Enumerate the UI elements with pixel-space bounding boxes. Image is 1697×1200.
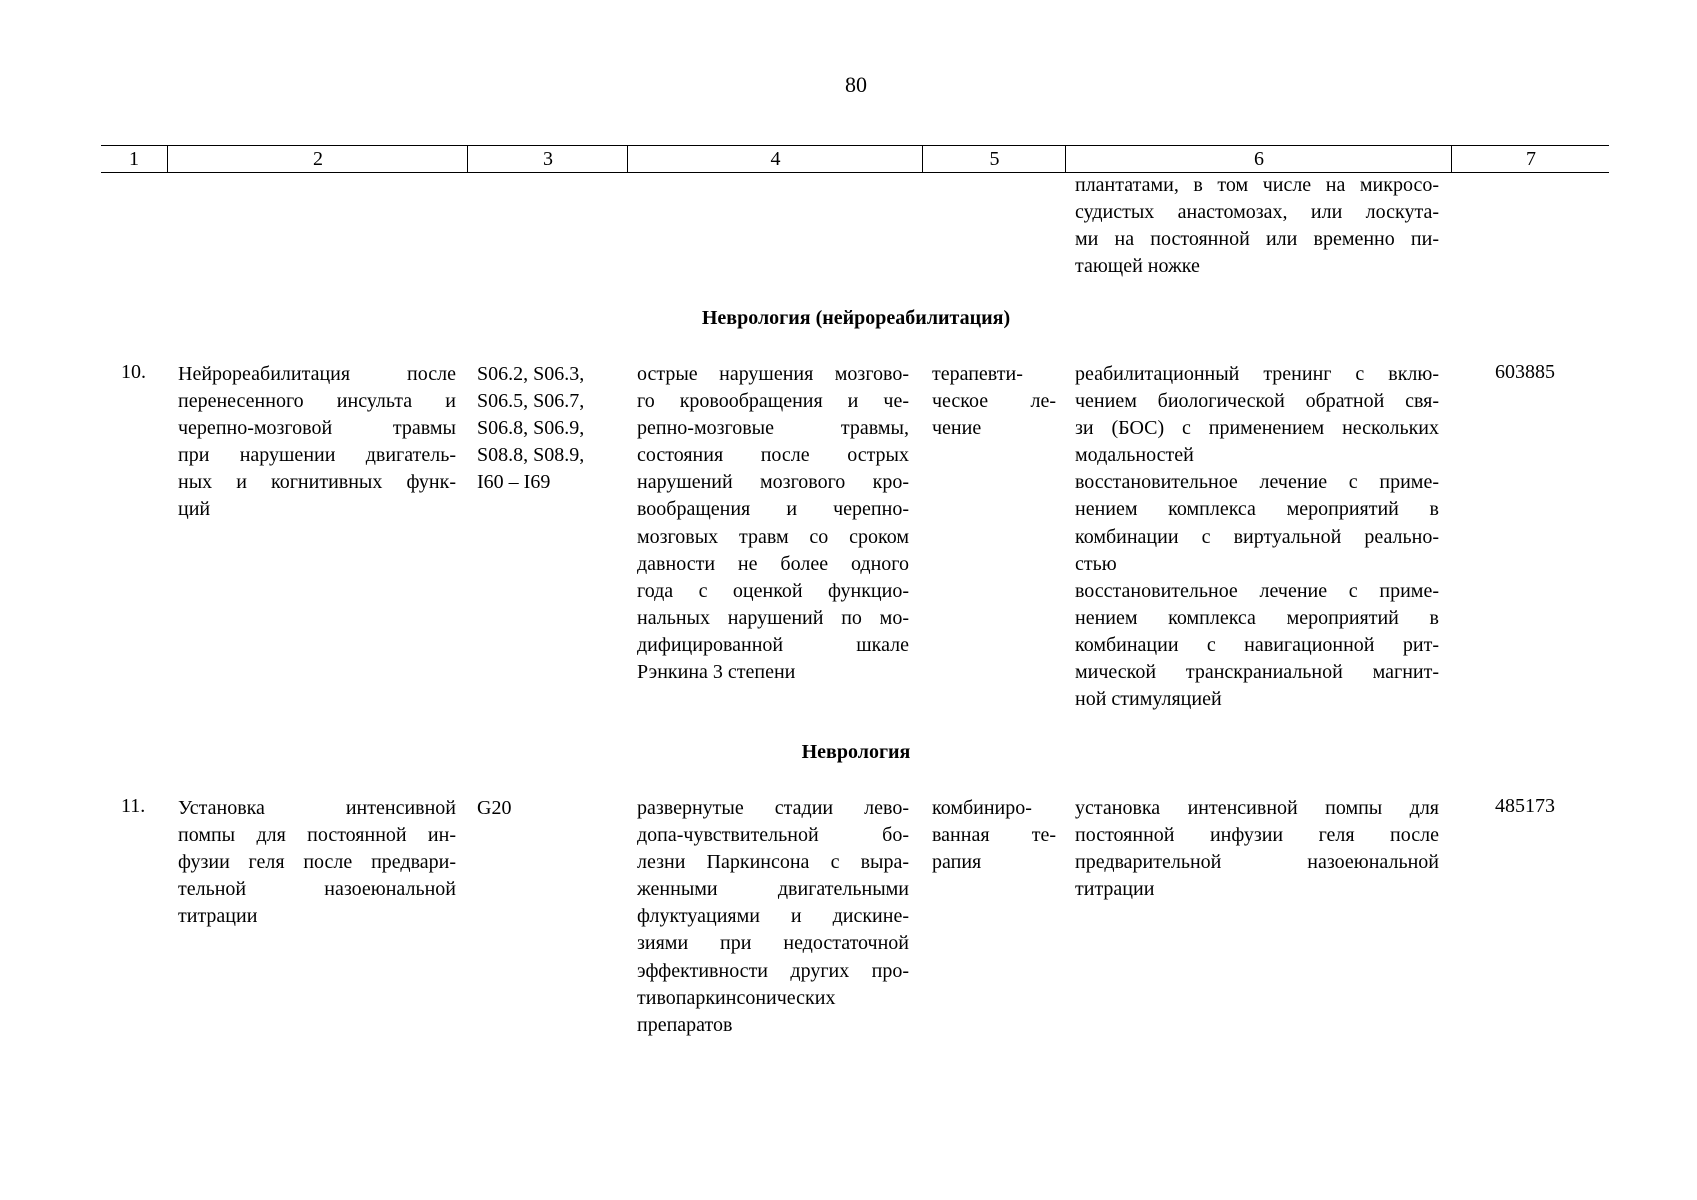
text-line: фузии геля после предвари- [178,851,456,874]
text-line: мической транскраниальной магнит- [1075,661,1439,684]
row-11-col5 [932,795,1056,876]
text-line: состояния после острых [637,444,909,467]
text-line: мозговых травм со сроком [637,525,909,548]
row-10-col6 [1075,361,1439,713]
text-line: S08.8, S08.9, [477,444,585,467]
text-line: реабилитационный тренинг с вклю- [1075,363,1439,385]
text-line: титрации [1075,878,1155,901]
text-line: дифицированной шкале [637,633,909,656]
header-col-1: 1 [129,148,139,170]
text-line: нарушений мозгового кро- [637,471,909,494]
header-col-5: 5 [922,146,1066,172]
text-line: го кровообращения и че- [637,390,909,413]
text-line: предварительной назоеюнальной [1075,851,1439,874]
text-line: женными двигательными [637,878,909,901]
header-col-6: 6 [1065,146,1452,172]
text-line: стью [1075,552,1117,575]
text-line: нением комплекса мероприятий в [1075,606,1439,629]
section-title-neurology: Неврология [801,741,911,763]
header-col-4: 4 [627,146,923,172]
text-line: зиями при недостаточной [637,932,909,955]
text-line: Нейрореабилитация после [178,363,456,385]
text-line: препаратов [637,1013,733,1036]
text-line: восстановительное лечение с приме- [1075,579,1439,602]
text-line: нением комплекса мероприятий в [1075,498,1439,521]
text-line: установка интенсивной помпы для [1075,797,1439,819]
row-10-col2 [178,361,456,524]
text-line: постоянной инфузии геля после [1075,824,1439,847]
text-line: комбинации с виртуальной реально- [1075,525,1439,548]
text-line: S06.8, S06.9, [477,417,585,440]
text-line: S06.2, S06.3, [477,363,585,385]
text-line: I60 – I69 [477,471,551,494]
row-10-col5 [932,361,1056,442]
header-col-7: 7 [1451,146,1610,172]
row-10-col4 [637,361,909,686]
section-title-neurorehabilitation: Неврология (нейрореабилитация) [701,307,1011,329]
text-line: рапия [932,851,982,874]
text-line: года с оценкой функцио- [637,579,909,602]
text-line: терапевти- [932,363,1023,385]
text-line: комбиниро- [932,797,1032,819]
text-line: ческое ле- [932,390,1056,413]
text-line: чение [932,417,982,440]
text-line: Установка интенсивной [178,797,456,819]
row-10-col3 [477,361,617,496]
text-line: тивопаркинсонических [637,986,836,1009]
text-line: ций [178,498,211,521]
text-line: ми на постоянной или временно пи- [1075,228,1439,251]
page-number: 80 [845,72,867,97]
text-line: помпы для постоянной ин- [178,824,456,847]
row-number: 11. [121,795,146,817]
row-11-col3 [477,795,617,822]
text-line: нальных нарушений по мо- [637,606,909,629]
row-11-col2 [178,795,456,930]
text-line: чением биологической обратной свя- [1075,390,1439,413]
continuation-col6 [1075,172,1439,280]
text-line: репно-мозговые травмы, [637,417,909,440]
row-number: 10. [121,361,146,383]
text-line: эффективности других про- [637,959,909,982]
text-line: Рэнкина 3 степени [637,661,796,684]
text-line: ванная те- [932,824,1056,847]
text-line: судистых анастомозах, или лоскута- [1075,201,1439,224]
text-line: S06.5, S06.7, [477,390,585,413]
text-line: перенесенного инсульта и [178,390,456,413]
text-line: восстановительное лечение с приме- [1075,471,1439,494]
row-11-col6 [1075,795,1439,903]
text-line: тельной назоеюнальной [178,878,456,901]
text-line: плантатами, в том числе на микросо- [1075,174,1439,196]
text-line: лезни Паркинсона с выра- [637,851,909,874]
text-line: флуктуациями и дискине- [637,905,909,928]
text-line: черепно-мозговой травмы [178,417,456,440]
row-10-price: 603885 [1495,361,1555,383]
text-line: тающей ножке [1075,255,1200,278]
header-col-2: 2 [167,146,468,172]
text-line: острые нарушения мозгово- [637,363,909,385]
row-11-col4 [637,795,909,1039]
text-line: модальностей [1075,444,1194,467]
text-line: ных и когнитивных функ- [178,471,456,494]
text-line: ной стимуляцией [1075,688,1222,711]
text-line: развернутые стадии лево- [637,797,909,819]
text-line: вообращения и черепно- [637,498,909,521]
table-header-row [101,145,1609,173]
text-line: при нарушении двигатель- [178,444,456,467]
text-line: давности не более одного [637,552,909,575]
header-col-3: 3 [467,146,628,172]
text-line: титрации [178,905,258,928]
text-line: G20 [477,797,512,819]
text-line: зи (БОС) с применением нескольких [1075,417,1439,440]
text-line: комбинации с навигационной рит- [1075,633,1439,656]
text-line: допа-чувствительной бо- [637,824,909,847]
row-11-price: 485173 [1495,795,1555,817]
